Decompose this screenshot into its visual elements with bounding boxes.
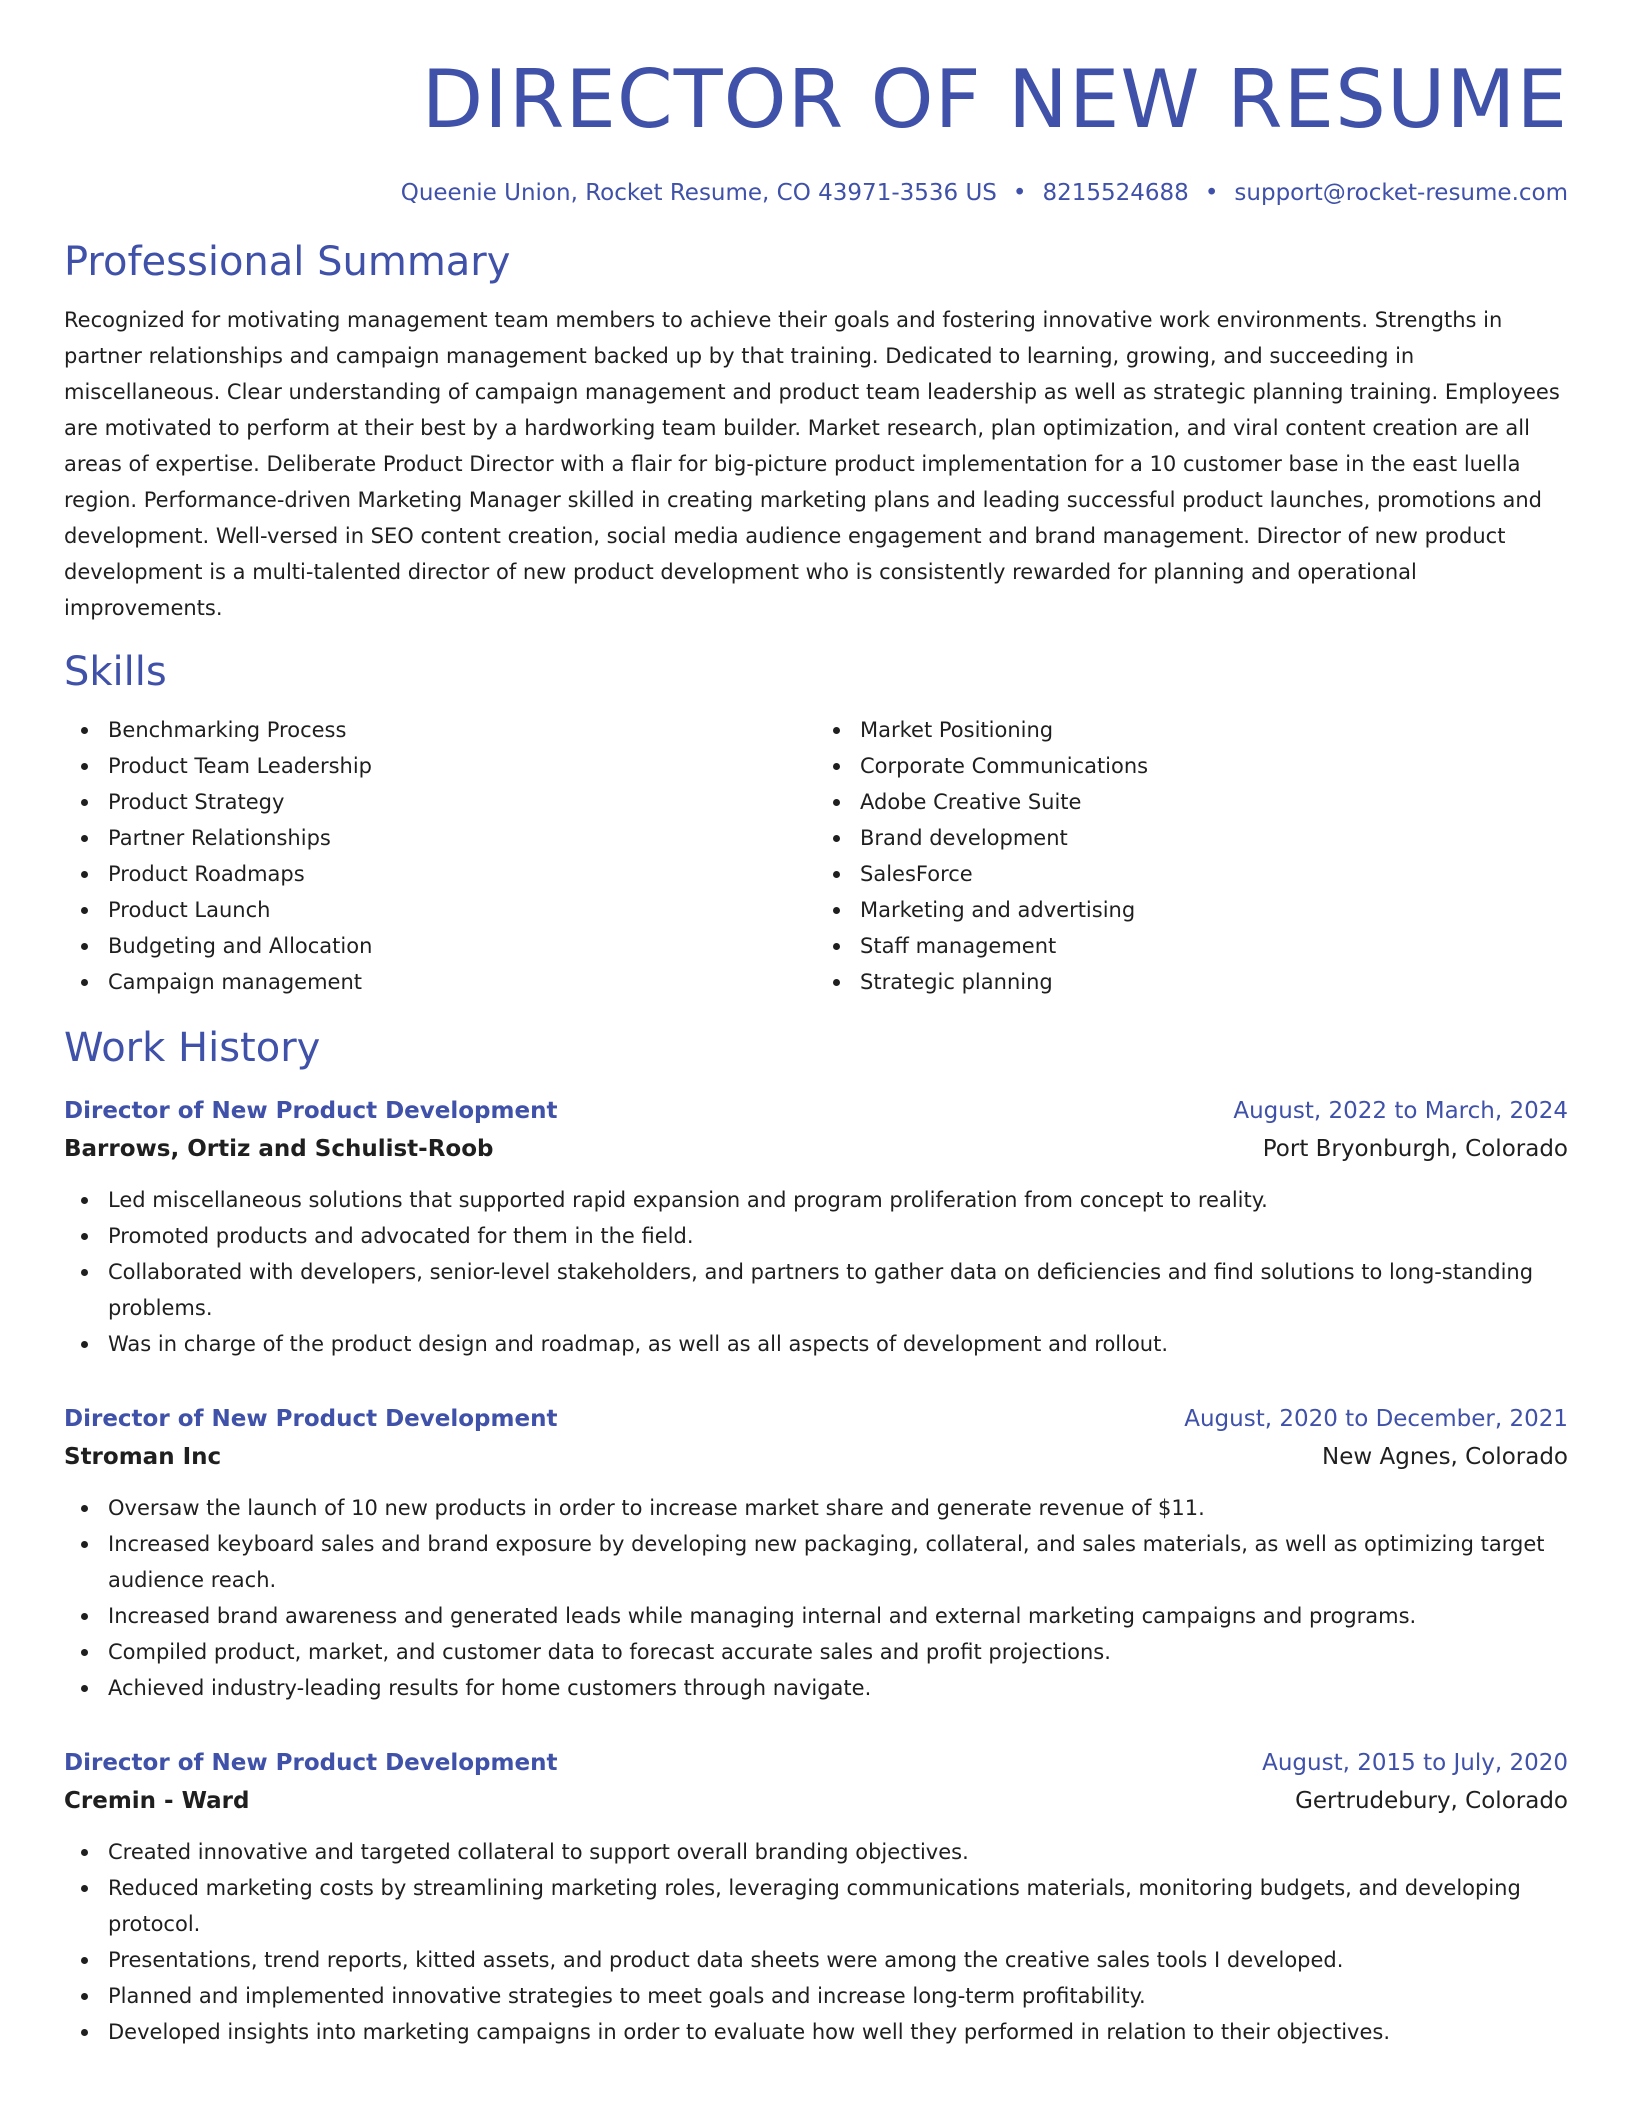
skills-column-right bbox=[816, 712, 1568, 1000]
contact-separator: • bbox=[1204, 180, 1219, 206]
job-duty: Achieved industry-leading results for home customers through navigate. bbox=[108, 1670, 1568, 1706]
contact-address: Queenie Union, Rocket Resume, CO 43971-3536 US bbox=[400, 180, 997, 206]
skill-item: Product Roadmaps bbox=[108, 856, 816, 892]
contact-phone: 8215524688 bbox=[1042, 180, 1189, 206]
skill-item: Corporate Communications bbox=[860, 748, 1568, 784]
job-header-row bbox=[64, 1744, 1568, 1782]
job-duty: Planned and implemented innovative strategies to meet goals and increase long-term profitability. bbox=[108, 1978, 1568, 2014]
summary-text: Recognized for motivating management team members to achieve their goals and fostering innovative work environments. Strengths in partner relationships and campaign management backed up by that training. Dedicated to learning, growing, and succeeding in miscellaneous. Clear understanding of campaign management and product team leadership as well as strategic planning training. Employees are motivated to perform at their best by a hardworking team builder. Market research, plan optimization, and viral content creation are all areas of expertise. Deliberate Product Director with a flair for big-picture product implementation for a 10 customer base in the east luella region. Performance-driven Marketing Manager skilled in creating marketing plans and leading successful product launches, promotions and development. Well-versed in SEO content creation, social media audience engagement and brand management. Director of new product development is a multi-talented director of new product development who is consistently rewarded for planning and operational improvements. bbox=[64, 308, 1560, 620]
skill-item: Budgeting and Allocation bbox=[108, 928, 816, 964]
skill-item: Partner Relationships bbox=[108, 820, 816, 856]
job-dates: August, 2015 to July, 2020 bbox=[1262, 1750, 1568, 1776]
job-duty: Compiled product, market, and customer data to forecast accurate sales and profit projections. bbox=[108, 1634, 1568, 1670]
job-duty: Collaborated with developers, senior-level stakeholders, and partners to gather data on deficiencies and find solutions to long-standing problems. bbox=[108, 1254, 1568, 1326]
summary-heading: Professional Summary bbox=[64, 239, 511, 285]
job-company: Stroman Inc bbox=[64, 1444, 222, 1470]
skill-item: Benchmarking Process bbox=[108, 712, 816, 748]
job-entry bbox=[64, 1744, 1568, 2050]
contact-email: support@rocket-resume.com bbox=[1234, 180, 1568, 206]
skill-item: Marketing and advertising bbox=[860, 892, 1568, 928]
job-duty: Promoted products and advocated for them in the field. bbox=[108, 1218, 1568, 1254]
job-company-row bbox=[64, 1782, 1568, 1820]
job-title: Director of New Product Development bbox=[64, 1406, 558, 1432]
job-duty: Presentations, trend reports, kitted assets, and product data sheets were among the creative sales tools I developed. bbox=[108, 1942, 1568, 1978]
job-duty: Reduced marketing costs by streamlining marketing roles, leveraging communications materials, monitoring budgets, and developing protocol. bbox=[108, 1870, 1568, 1942]
skills-grid bbox=[64, 712, 1568, 1000]
skill-item: SalesForce bbox=[860, 856, 1568, 892]
skill-item: Campaign management bbox=[108, 964, 816, 1000]
skill-item: Staff management bbox=[860, 928, 1568, 964]
skill-item: Strategic planning bbox=[860, 964, 1568, 1000]
job-company-row bbox=[64, 1438, 1568, 1476]
job-location: Gertrudebury, Colorado bbox=[1295, 1788, 1568, 1814]
skill-item: Market Positioning bbox=[860, 712, 1568, 748]
skills-heading: Skills bbox=[64, 649, 167, 695]
job-duty: Developed insights into marketing campaigns in order to evaluate how well they performed in relation to their objectives. bbox=[108, 2014, 1568, 2050]
job-duty: Led miscellaneous solutions that supported rapid expansion and program proliferation from concept to reality. bbox=[108, 1182, 1568, 1218]
skill-item: Adobe Creative Suite bbox=[860, 784, 1568, 820]
job-header-row bbox=[64, 1400, 1568, 1438]
job-location: New Agnes, Colorado bbox=[1322, 1444, 1568, 1470]
job-company: Barrows, Ortiz and Schulist-Roob bbox=[64, 1136, 494, 1162]
skill-item: Product Launch bbox=[108, 892, 816, 928]
skill-item: Product Strategy bbox=[108, 784, 816, 820]
contact-separator: • bbox=[1012, 180, 1027, 206]
job-duties bbox=[64, 1490, 1568, 1706]
skill-item: Product Team Leadership bbox=[108, 748, 816, 784]
job-location: Port Bryonburgh, Colorado bbox=[1262, 1136, 1568, 1162]
job-dates: August, 2020 to December, 2021 bbox=[1184, 1406, 1568, 1432]
job-duty: Oversaw the launch of 10 new products in order to increase market share and generate revenue of $11. bbox=[108, 1490, 1568, 1526]
resume-title: DIRECTOR OF NEW RESUME bbox=[421, 53, 1568, 146]
job-company: Cremin - Ward bbox=[64, 1788, 250, 1814]
job-duty: Created innovative and targeted collateral to support overall branding objectives. bbox=[108, 1834, 1568, 1870]
job-title: Director of New Product Development bbox=[64, 1098, 558, 1124]
job-duty: Increased keyboard sales and brand exposure by developing new packaging, collateral, and sales materials, as well as optimizing target audience reach. bbox=[108, 1526, 1568, 1598]
work-history-heading: Work History bbox=[64, 1025, 321, 1071]
job-title: Director of New Product Development bbox=[64, 1750, 558, 1776]
skills-column-left bbox=[64, 712, 816, 1000]
skill-item: Brand development bbox=[860, 820, 1568, 856]
job-duty: Was in charge of the product design and roadmap, as well as all aspects of development and rollout. bbox=[108, 1326, 1568, 1362]
job-header-row bbox=[64, 1092, 1568, 1130]
job-entry bbox=[64, 1400, 1568, 1706]
job-duties bbox=[64, 1182, 1568, 1362]
contact-line bbox=[64, 178, 1568, 208]
job-entry bbox=[64, 1092, 1568, 1362]
job-company-row bbox=[64, 1130, 1568, 1168]
job-duties bbox=[64, 1834, 1568, 2050]
job-duty: Increased brand awareness and generated leads while managing internal and external marketing campaigns and programs. bbox=[108, 1598, 1568, 1634]
job-dates: August, 2022 to March, 2024 bbox=[1233, 1098, 1568, 1124]
